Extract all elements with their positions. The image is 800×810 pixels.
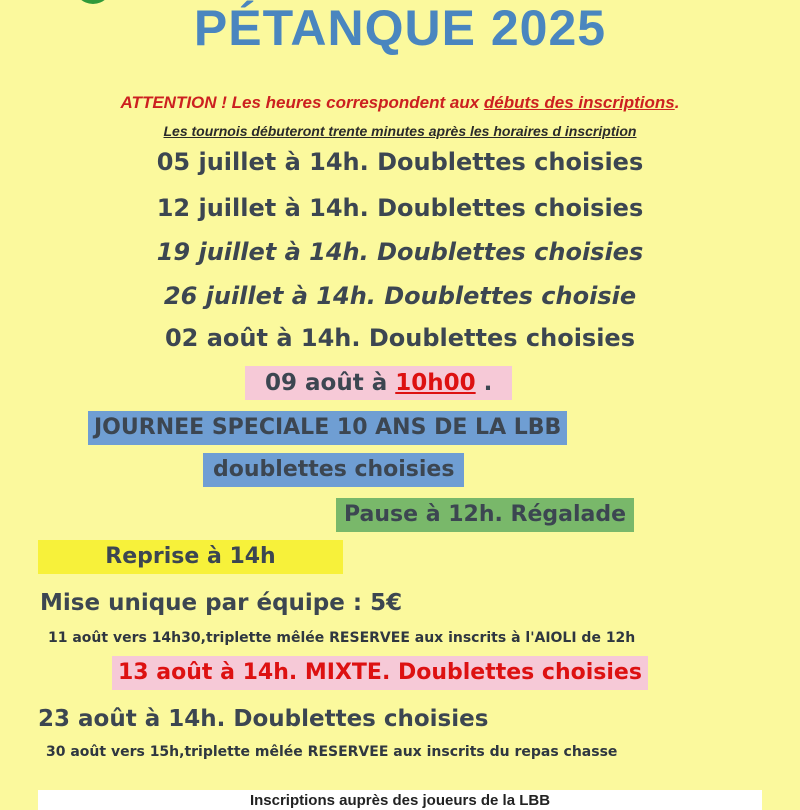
start-time-note: Les tournois débuteront trente minutes après les horaires d inscription xyxy=(163,123,637,139)
mise-unique: Mise unique par équipe : 5€ xyxy=(40,590,403,616)
mixte-event xyxy=(112,656,648,690)
event-09-aout xyxy=(245,366,512,400)
attention-underlined: débuts des inscriptions xyxy=(483,93,675,112)
event-12-juillet: 12 juillet à 14h. Doublettes choisies xyxy=(156,194,644,222)
event-19-juillet: 19 juillet à 14h. Doublettes choisies xyxy=(156,238,644,266)
event-23-aout: 23 août à 14h. Doublettes choisies xyxy=(38,706,489,732)
attention-notice xyxy=(0,92,800,114)
event-09-aout-suffix: . xyxy=(475,370,493,396)
attention-prefix: ATTENTION ! Les heures correspondent aux xyxy=(120,93,484,112)
special-day-format-text: doublettes choisies xyxy=(203,453,464,487)
special-day-text: JOURNEE SPECIALE 10 ANS DE LA LBB xyxy=(88,411,567,445)
special-day-format xyxy=(203,453,464,487)
event-02-aout: 02 août à 14h. Doublettes choisies xyxy=(164,324,635,352)
pause-text: Pause à 12h. Régalade xyxy=(336,498,634,532)
attention-suffix: . xyxy=(674,93,680,112)
event-26-juillet: 26 juillet à 14h. Doublettes choisie xyxy=(163,282,637,310)
chasse-event: 30 août vers 15h,triplette mêlée RESERVEE aux inscrits du repas chasse xyxy=(46,744,618,760)
mixte-text: 13 août à 14h. MIXTE. Doublettes choisies xyxy=(112,656,648,690)
event-09-aout-time: 10h00 xyxy=(395,370,476,396)
page-title: PÉTANQUE 2025 xyxy=(193,0,607,56)
event-05-juillet: 05 juillet à 14h. Doublettes choisies xyxy=(156,148,644,176)
pause-banner xyxy=(336,498,634,532)
special-day-banner xyxy=(88,411,567,445)
reprise-text: Reprise à 14h xyxy=(38,540,343,574)
reprise-banner xyxy=(38,540,343,574)
aioli-event: 11 août vers 14h30,triplette mêlée RESERVEE aux inscrits à l'AIOLI de 12h xyxy=(48,630,636,646)
footer-text: Inscriptions auprès des joueurs de la LBB xyxy=(249,792,551,809)
event-09-aout-box xyxy=(245,366,512,400)
event-09-aout-date: 09 août à xyxy=(265,370,396,396)
